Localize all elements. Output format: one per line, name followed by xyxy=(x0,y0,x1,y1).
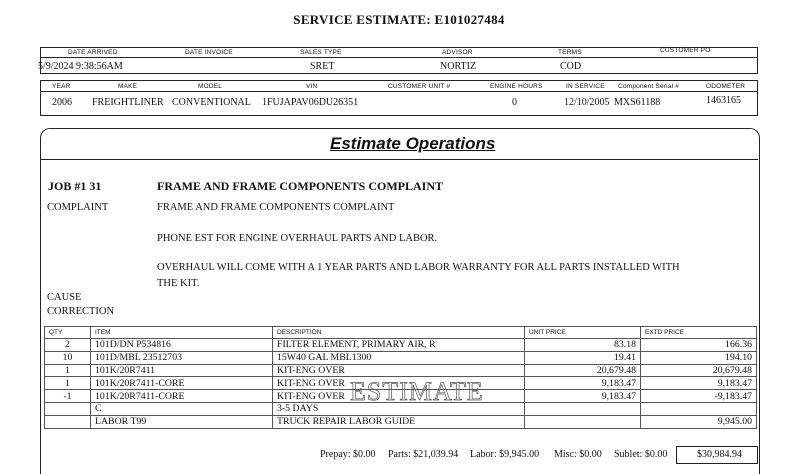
complaint-line-3: OVERHAUL WILL COME WITH A 1 YEAR PARTS AND LABOR WARRANTY FOR ALL PARTS INSTALLED WITH xyxy=(157,262,680,273)
engine-hours-value: 0 xyxy=(512,97,517,108)
sublet-total: Sublet: $0.00 xyxy=(614,449,668,460)
item-cell: LABOR T99 xyxy=(91,415,273,428)
sales-type-value: SRET xyxy=(310,61,335,72)
component-serial-value: MXS61188 xyxy=(614,97,661,108)
description-cell: KIT-ENG OVER xyxy=(273,364,525,377)
qty-cell xyxy=(45,402,91,415)
advisor-value: NORTIZ xyxy=(440,61,477,72)
job-label: JOB #1 31 xyxy=(48,179,102,193)
item-cell: 101D/DN P534816 xyxy=(91,339,273,352)
extd-price-header: EXTD PRICE xyxy=(641,327,757,339)
engine-hours-label: ENGINE HOURS xyxy=(490,83,543,90)
parts-total: Parts: $21,039.94 xyxy=(388,449,459,460)
qty-header: QTY xyxy=(45,327,91,339)
odometer-label: ODOMETER xyxy=(706,83,746,90)
vin-value: 1FUJAPAV06DU26351 xyxy=(262,97,359,108)
table-row xyxy=(45,364,757,377)
extd-price-cell: 20,679.48 xyxy=(641,364,757,377)
description-cell: 3-5 DAYS xyxy=(273,402,525,415)
item-cell: 101D/MBL 23512703 xyxy=(91,351,273,364)
description-cell: KIT-ENG OVER xyxy=(273,390,525,403)
year-label: YEAR xyxy=(52,83,71,90)
extd-price-cell xyxy=(641,402,757,415)
table-row xyxy=(45,415,757,428)
qty-cell: 1 xyxy=(45,377,91,390)
grand-total: $30,984.94 xyxy=(697,449,742,460)
qty-cell xyxy=(45,415,91,428)
cause-label: CAUSE xyxy=(47,292,82,303)
extd-price-cell: -9,183.47 xyxy=(641,390,757,403)
qty-cell: 1 xyxy=(45,364,91,377)
extd-price-cell: 166.36 xyxy=(641,339,757,352)
complaint-line-4: THE KIT. xyxy=(157,278,200,289)
header-box xyxy=(40,47,758,74)
labor-total: Labor: $9,945.00 xyxy=(470,449,540,460)
unit-price-cell: 83.18 xyxy=(525,339,641,352)
complaint-line-2: PHONE EST FOR ENGINE OVERHAUL PARTS AND LABOR. xyxy=(157,233,438,244)
parts-header-row xyxy=(45,327,757,339)
description-cell: 15W40 GAL MBL1300 xyxy=(273,351,525,364)
component-serial-label: Component Serial # xyxy=(618,83,680,90)
unit-price-header: UNIT PRICE xyxy=(525,327,641,339)
unit-price-cell xyxy=(525,415,641,428)
date-arrived-value: 5/9/2024 9:38:56AM xyxy=(38,61,123,72)
job-title: FRAME AND FRAME COMPONENTS COMPLAINT xyxy=(157,179,443,193)
in-service-label: IN SERVICE xyxy=(566,83,605,90)
description-cell: FILTER ELEMENT, PRIMARY AIR, R xyxy=(273,339,525,352)
terms-value: COD xyxy=(560,61,582,72)
description-header: DESCRIPTION xyxy=(273,327,525,339)
misc-total: Misc: $0.00 xyxy=(554,449,602,460)
customer-po-label: CUSTOMER PO xyxy=(660,47,711,54)
make-label: MAKE xyxy=(118,83,138,90)
vehicle-divider xyxy=(40,91,758,92)
operations-heading: Estimate Operations xyxy=(330,134,496,153)
model-label: MODEL xyxy=(198,83,223,90)
customer-unit-label: CUSTOMER UNIT # xyxy=(388,83,451,90)
model-value: CONVENTIONAL xyxy=(172,97,251,108)
item-cell: 101K/20R7411-CORE xyxy=(91,390,273,403)
terms-label: TERMS xyxy=(558,49,582,56)
estimate-stamp: ESTIMATE xyxy=(350,377,484,406)
make-value: FREIGHTLINER xyxy=(92,97,164,108)
date-invoice-label: DATE INVOICE xyxy=(185,49,233,56)
item-header: ITEM xyxy=(91,327,273,339)
unit-price-cell: 9,183.47 xyxy=(525,377,641,390)
qty-cell: -1 xyxy=(45,390,91,403)
table-row xyxy=(45,339,757,352)
in-service-value: 12/10/2005 xyxy=(564,97,610,108)
item-cell: 101K/20R7411 xyxy=(91,364,273,377)
prepay-total: Prepay: $0.00 xyxy=(320,449,376,460)
odometer-value: 1463165 xyxy=(706,95,741,106)
table-row xyxy=(45,351,757,364)
year-value: 2006 xyxy=(52,97,72,108)
vin-label: VIN xyxy=(306,83,318,90)
header-divider xyxy=(40,57,758,58)
sales-type-label: SALES TYPE xyxy=(300,49,342,56)
unit-price-cell: 19.41 xyxy=(525,351,641,364)
operations-rule xyxy=(40,159,758,160)
description-cell: KIT-ENG OVER xyxy=(273,377,525,390)
item-cell: C xyxy=(91,402,273,415)
extd-price-cell: 9,945.00 xyxy=(641,415,757,428)
qty-cell: 2 xyxy=(45,339,91,352)
extd-price-cell: 9,183.47 xyxy=(641,377,757,390)
date-arrived-label: DATE ARRIVED xyxy=(68,49,118,56)
advisor-label: ADVISOR xyxy=(442,49,473,56)
unit-price-cell: 9,183.47 xyxy=(525,390,641,403)
unit-price-cell xyxy=(525,402,641,415)
qty-cell: 10 xyxy=(45,351,91,364)
correction-label: CORRECTION xyxy=(47,306,115,317)
extd-price-cell: 194.10 xyxy=(641,351,757,364)
item-cell: 101K/20R7411-CORE xyxy=(91,377,273,390)
complaint-line-1: FRAME AND FRAME COMPONENTS COMPLAINT xyxy=(157,202,395,213)
complaint-label: COMPLAINT xyxy=(47,202,109,213)
unit-price-cell: 20,679.48 xyxy=(525,364,641,377)
description-cell: TRUCK REPAIR LABOR GUIDE xyxy=(273,415,525,428)
page-title: SERVICE ESTIMATE: E101027484 xyxy=(293,12,505,27)
